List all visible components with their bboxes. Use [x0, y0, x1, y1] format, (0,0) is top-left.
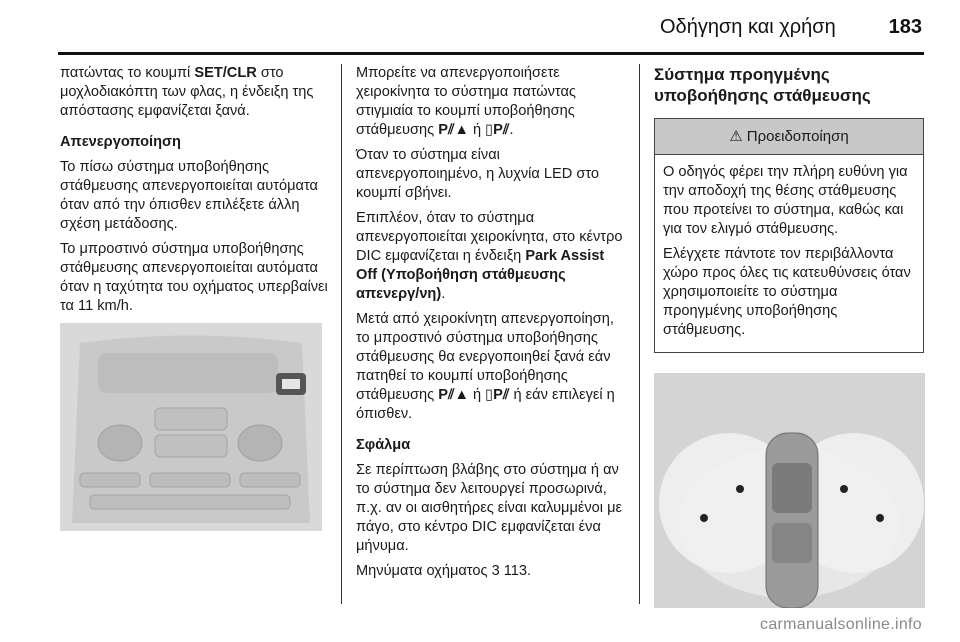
parking-assist-button-icon: P⫽▲ [438, 122, 469, 138]
paragraph: Ο οδηγός φέρει την πλήρη ευθύνη για την αποδοχή της θέσης στάθμευσης που προτείνει το σύστημα, καθώς και για τον ελιγμό στάθμευσης. [663, 164, 908, 237]
text-column-2 [356, 64, 626, 587]
text-column-3 [654, 64, 924, 353]
advanced-parking-assist-icon: ▯P⫽ [485, 387, 510, 403]
paragraph: Όταν το σύστημα είναι απενεργοποιημένο, η λυχνία LED στο κουμπί σβήνει. [356, 147, 600, 201]
paragraph: Επιπλέον, όταν το σύστημα απενεργοποιείται χειροκίνητα, στο κέντρο DIC εμφανίζεται η ένδειξη Park Assist Off (Υποβοήθηση στάθμευσης απενεργ/νη). [356, 210, 623, 302]
watermark: carmanualsonline.info [760, 616, 922, 633]
paragraph: Μηνύματα οχήματος 3 113. [356, 563, 532, 579]
section-title: Σύστημα προηγμένης υποβοήθησης στάθμευσης [654, 65, 871, 105]
warning-header: ⚠ Προειδοποίηση [655, 119, 923, 155]
advanced-parking-assist-icon: ▯P⫽ [485, 122, 510, 138]
page-number: 183 [888, 16, 922, 38]
text-column-1 [60, 64, 330, 322]
paragraph: Ελέγχετε πάντοτε τον περιβάλλοντα χώρο προς όλες τις κατευθύνσεις όταν χρησιμοποιείτε το σύστημα προηγμένης υποβοήθησης στάθμευσης. [663, 246, 911, 338]
paragraph: πατώντας το κουμπί SET/CLR στο μοχλοδιακόπτη των φλας, η ένδειξη της απόστασης εμφανίζεται ξανά. [60, 65, 314, 119]
center-console-image [60, 323, 322, 531]
running-header-title: Οδήγηση και χρήση [660, 16, 836, 38]
warning-body [655, 155, 923, 352]
page-reference-icon: 3 [491, 563, 500, 579]
paragraph: Σε περίπτωση βλάβης στο σύστημα ή αν το σύστημα δεν λειτουργεί προσωρινά, π.χ. αν οι αισθητήρες είναι καλυμμένοι με πάγο, στο κέντρο DIC εμφανίζεται ένα μήνυμα. [356, 462, 623, 554]
column-divider [341, 64, 342, 604]
parking-sensor-diagram-image [654, 373, 925, 608]
paragraph: Το πίσω σύστημα υποβοήθησης στάθμευσης απενεργοποιείται αυτόματα όταν από την όπισθεν επιλέξετε άλλη σχέση μετάδοσης. [60, 159, 318, 232]
paragraph: Το μπροστινό σύστημα υποβοήθησης στάθμευσης απενεργοποιείται αυτόματα όταν η ταχύτητα του οχήματος υπερβαίνει τα 11 km/h. [60, 241, 328, 314]
paragraph: Μετά από χειροκίνητη απενεργοποίηση, το μπροστινό σύστημα υποβοήθησης στάθμευσης θα ενεργοποιηθεί ξανά εάν πατηθεί το κουμπί υποβοήθησης στάθμευσης P⫽▲ ή ▯P⫽ ή εάν επιλεγεί η όπισθεν. [356, 311, 615, 422]
parking-assist-button-icon: P⫽▲ [438, 387, 469, 403]
section-heading: Απενεργοποίηση [60, 134, 181, 150]
section-heading: Σφάλμα [356, 437, 411, 453]
column-divider [639, 64, 640, 604]
paragraph: Μπορείτε να απενεργοποιήσετε χειροκίνητα το σύστημα πατώντας στιγμιαία το κουμπί υποβοήθησης στάθμευσης P⫽▲ ή ▯P⫽. [356, 65, 576, 138]
warning-box [654, 118, 924, 353]
warning-triangle-icon: ⚠ [729, 128, 743, 145]
header-rule [58, 52, 924, 55]
